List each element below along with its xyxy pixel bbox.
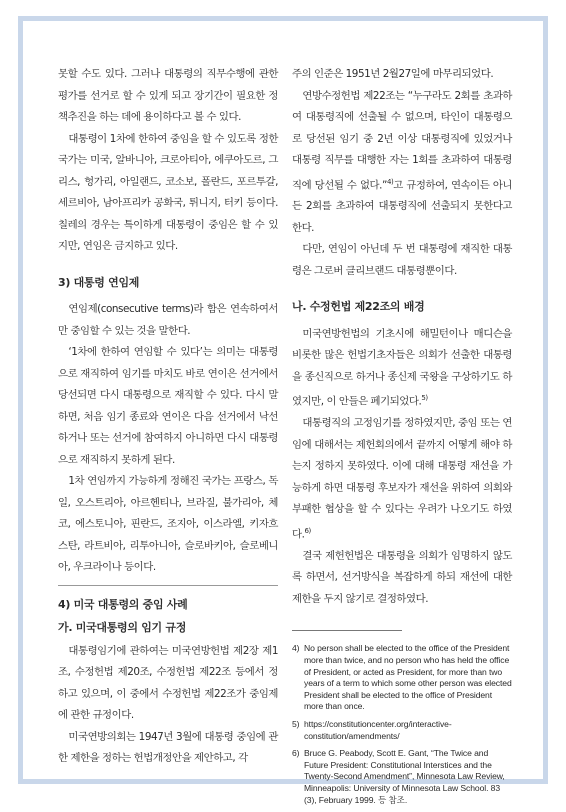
- footnote-number: 6): [292, 748, 300, 759]
- right-column: [292, 64, 512, 812]
- footnote-number: 4): [292, 643, 300, 654]
- footnote-ref[interactable]: 6): [304, 526, 311, 535]
- divider: [58, 585, 278, 586]
- footnotes: [292, 643, 512, 806]
- footnote-number: 5): [292, 718, 300, 729]
- paragraph-text: 미국연방헌법의 기초시에 해밀턴이나 매디슨을 비롯한 많은 헌법기초자들은 의회가 선출한 대통령을 종신직으로 하거나 종신제 국왕을 구상하기도 하였지만, 이 안들은 폐기되었다.: [292, 327, 512, 408]
- paragraph: ‘1차에 한하여 연임할 수 있다’는 의미는 대통령으로 재직하여 임기를 마치도 바로 연이은 선거에서 당선되면 다시 대통령으로 재직할 수 있다. 다시 말하면, 처음 임기 종료와 연이은 다음 선거에서 낙선하거나 또는 선거에 참여하지 아니하면 다시 대통령으로 재직하지 못하게 된다.: [58, 346, 278, 466]
- paragraph: 못할 수도 있다. 그러나 대통령의 직무수행에 관한 평가를 선거로 할 수 있게 되고 장기간이 필요한 정책추진을 하는 데에 용이하다고 볼 수 있다.: [58, 68, 278, 123]
- paragraph: 연임제(consecutive terms)라 함은 연속하여서만 중임할 수 있는 것을 말한다.: [58, 303, 278, 337]
- footnote: [292, 748, 512, 806]
- footnote-link[interactable]: https://constitutioncenter.org/interactive-constitution/amendments/: [304, 718, 452, 741]
- section-heading-us-cases: 4) 미국 대통령의 중임 사례: [58, 597, 188, 611]
- paragraph: [292, 86, 512, 240]
- paragraph: [292, 413, 512, 545]
- paragraph-text: 대통령직의 고정임기를 정하였지만, 중임 또는 연임에 대해서는 제헌회의에서 끝까지 어떻게 해야 하는지 정하지 못하였다. 이에 대해 대통령 재선을 가능하게 하면 대통령 후보자가 재선을 위하여 의회와 부패한 협상을 할 수 있다는 우려가 나오기도 하였다.: [292, 417, 512, 541]
- footnote-divider: [292, 630, 402, 631]
- paragraph: [292, 324, 512, 413]
- paragraph: 주의 인준은 1951년 2월27일에 마무리되었다.: [292, 68, 494, 80]
- paragraph: 미국연방의회는 1947년 3월에 대통령 중임에 관한 제한을 정하는 헌법개정안을 제안하고, 각: [58, 730, 278, 764]
- footnote: [292, 719, 512, 742]
- paragraph: 대통령임기에 관하여는 미국연방헌법 제2장 제1조, 수정헌법 제20조, 수정헌법 제22조 등에서 정하고 있으며, 이 중에서 수정헌법 제22조가 중임제에 관한 규정이다.: [58, 644, 278, 721]
- paragraph: 1차 연임까지 가능하게 정해진 국가는 프랑스, 독일, 오스트리아, 아르헨티나, 브라질, 불가리아, 체코, 에스토니아, 핀란드, 조지아, 이스라엘, 키자흐스탄, 라트비아, 리투아니아, 슬로바키아, 슬로베니아, 우크라이나 등이다.: [58, 475, 278, 573]
- quote-text: 연방수정헌법 제22조는 “누구라도 2회를 초과하여 대통령직에 선출될 수 없으며, 타인이 대통령으로 당선된 임기 중 2년 이상 대통령직에 있었거나 대통령 직무를 대행한 자는 1회를 초과하여 대통령직에 당선될 수 없다.”: [292, 89, 512, 191]
- paragraph-text: 고 규정하여, 연속이든 아니든 2회를 초과하여 대통령직에 선출되지 못한다고 한다.: [292, 178, 512, 234]
- footnote-text: Bruce G. Peabody, Scott E. Gant, “The Twice and Future President: Constitutional Interstices and the Twenty-Second Amendment”, Minnesota Law Review, Minneapolis: University of Minnesota Law School. 83 (3), February 1999. 등 참조.: [304, 748, 505, 805]
- section-heading-background: 나. 수정헌법 제22조의 배경: [292, 300, 425, 314]
- paragraph: 결국 제헌헌법은 대통령을 의회가 임명하지 않도록 하면서, 선거방식을 복잡하게 하되 재선에 대한 제한을 두지 않기로 결정하였다.: [292, 549, 512, 605]
- footnote-text: No person shall be elected to the office of the President more than twice, and no person who has held the office of President, or acted as President, for more than two years of a term to which some other person was elected President shall be elected to the office of President more than once.: [304, 643, 512, 712]
- paragraph: 대통령이 1차에 한하여 중임을 할 수 있도록 정한 국가는 미국, 알바니아, 크로아티아, 에쿠아도르, 그리스, 헝가리, 아일랜드, 코소보, 폴란드, 포르투갈, 세르비아, 남아프리카 공화국, 튀니지, 터키 등이다. 칠레의 경우는 특이하게 대통령이 중임은 할 수 있지만, 연임은 금지하고 있다.: [58, 132, 278, 252]
- paragraph: 다만, 연임이 아닌데 두 번 대통령에 재직한 대통령은 그로버 클리브랜드 대통령뿐이다.: [292, 243, 512, 277]
- footnote-ref[interactable]: 5): [421, 394, 428, 403]
- footnote: [292, 643, 512, 713]
- left-column: [58, 64, 278, 770]
- section-heading-consecutive-terms: 3) 대통령 연임제: [58, 275, 140, 289]
- subsection-heading-us-term: 가. 미국대통령의 임기 규정: [58, 621, 187, 634]
- footnote-ref[interactable]: 4): [386, 177, 394, 186]
